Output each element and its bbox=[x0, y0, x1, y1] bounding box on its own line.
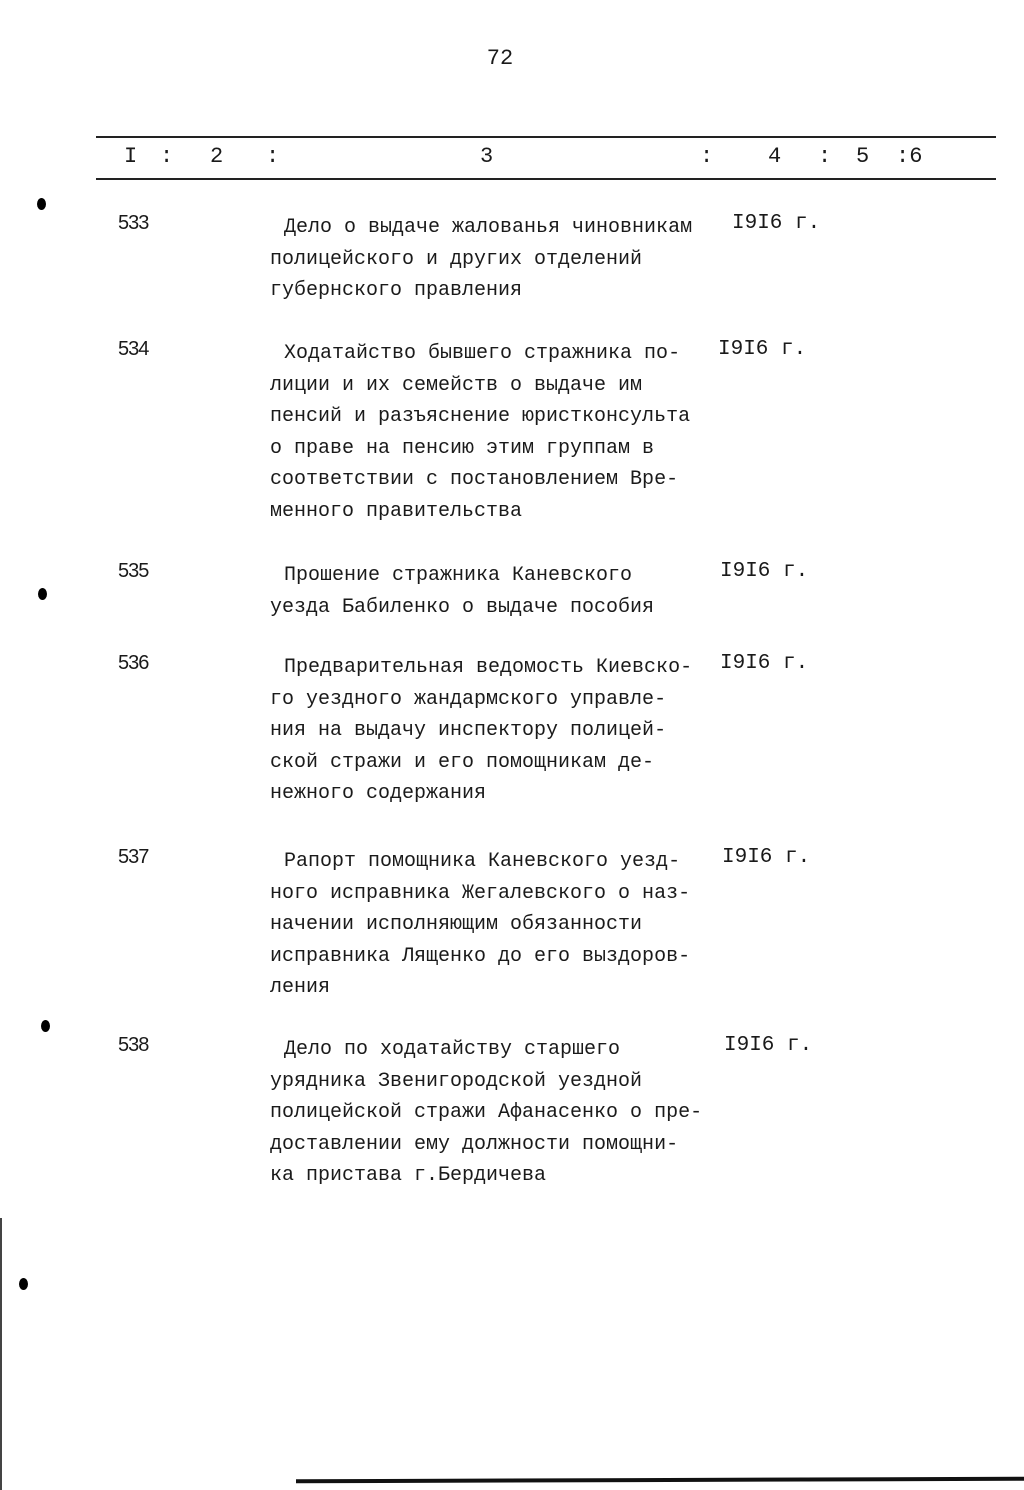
column-3-label: 3 bbox=[480, 144, 494, 169]
description-line: о праве на пенсию этим группам в bbox=[270, 436, 655, 460]
description-line: Дело по ходатайству старшего bbox=[284, 1038, 621, 1061]
column-2-label: 2 bbox=[210, 144, 224, 169]
page-edge-shadow bbox=[0, 1218, 2, 1490]
entry-date: I9I6 г. bbox=[732, 212, 821, 235]
description-line: Рапорт помощника Каневского уезд- bbox=[284, 850, 681, 873]
binder-hole-mark bbox=[37, 198, 46, 210]
entry-number: 533 bbox=[118, 212, 149, 234]
column-5-label: 5 bbox=[856, 144, 870, 169]
bottom-edge-shadow bbox=[296, 1477, 1024, 1484]
description-line: губернского правления bbox=[270, 279, 523, 302]
description-line: полицейского и других отделений bbox=[270, 247, 643, 271]
column-separator: : bbox=[700, 144, 714, 169]
description-line: исправника Лященко до его выздоров- bbox=[270, 944, 691, 968]
header-top-rule bbox=[96, 136, 996, 138]
description-line: начении исполняющим обязанности bbox=[270, 913, 643, 936]
entry-date: I9I6 г. bbox=[722, 846, 811, 869]
description-line: ления bbox=[270, 976, 331, 999]
entry-number: 537 bbox=[118, 846, 149, 868]
entry-number: 538 bbox=[118, 1034, 149, 1056]
entry-number: 536 bbox=[118, 652, 149, 674]
entry-date: I9I6 г. bbox=[720, 652, 809, 675]
column-1-label: I bbox=[124, 144, 138, 169]
entry-description bbox=[270, 212, 730, 307]
table-column-header bbox=[96, 144, 996, 174]
description-line: Предварительная ведомость Киевско- bbox=[284, 656, 693, 679]
entry-date: I9I6 г. bbox=[718, 338, 807, 361]
entry-number: 534 bbox=[118, 338, 149, 360]
binder-hole-mark bbox=[38, 588, 47, 600]
entry-date: I9I6 г. bbox=[724, 1034, 813, 1057]
description-line: Дело о выдаче жалованья чиновникам bbox=[284, 216, 693, 239]
column-separator: : bbox=[818, 144, 832, 169]
description-line: ской стражи и его помощникам де- bbox=[270, 750, 655, 774]
description-line: Прошение стражника Каневского bbox=[284, 564, 633, 587]
column-6-label: :6 bbox=[896, 144, 923, 169]
description-line: нежного содержания bbox=[270, 782, 487, 805]
description-line: пенсий и разъяснение юристконсульта bbox=[270, 405, 691, 428]
entry-description bbox=[270, 338, 730, 527]
description-line: менного правительства bbox=[270, 499, 523, 523]
column-separator: : bbox=[266, 144, 280, 169]
entry-description bbox=[270, 560, 730, 623]
binder-hole-mark bbox=[41, 1020, 50, 1032]
column-4-label: 4 bbox=[768, 144, 782, 169]
description-line: ка пристава г.Бердичева bbox=[270, 1164, 547, 1187]
column-separator: : bbox=[160, 144, 174, 169]
entry-description bbox=[270, 652, 730, 810]
description-line: го уездного жандармского управле- bbox=[270, 687, 667, 711]
description-line: урядника Звенигородской уездной bbox=[270, 1069, 643, 1093]
entry-date: I9I6 г. bbox=[720, 560, 809, 583]
header-bottom-rule bbox=[96, 178, 996, 180]
entry-description bbox=[270, 846, 730, 1004]
description-line: ного исправника Жегалевского о наз- bbox=[270, 881, 691, 905]
description-line: лиции и их семейств о выдаче им bbox=[270, 373, 643, 397]
page-number: 72 bbox=[486, 46, 514, 71]
description-line: доставлении ему должности помощни- bbox=[270, 1132, 679, 1156]
entry-number: 535 bbox=[118, 560, 149, 582]
description-line: уезда Бабиленко о выдаче пособия bbox=[270, 595, 655, 619]
entry-description bbox=[270, 1034, 730, 1192]
binder-hole-mark bbox=[19, 1278, 28, 1290]
description-line: ния на выдачу инспектору полицей- bbox=[270, 719, 667, 742]
description-line: соответствии с постановлением Вре- bbox=[270, 468, 679, 491]
description-line: полицейской стражи Афанасенко о пре- bbox=[270, 1101, 703, 1124]
description-line: Ходатайство бывшего стражника по- bbox=[284, 342, 681, 365]
